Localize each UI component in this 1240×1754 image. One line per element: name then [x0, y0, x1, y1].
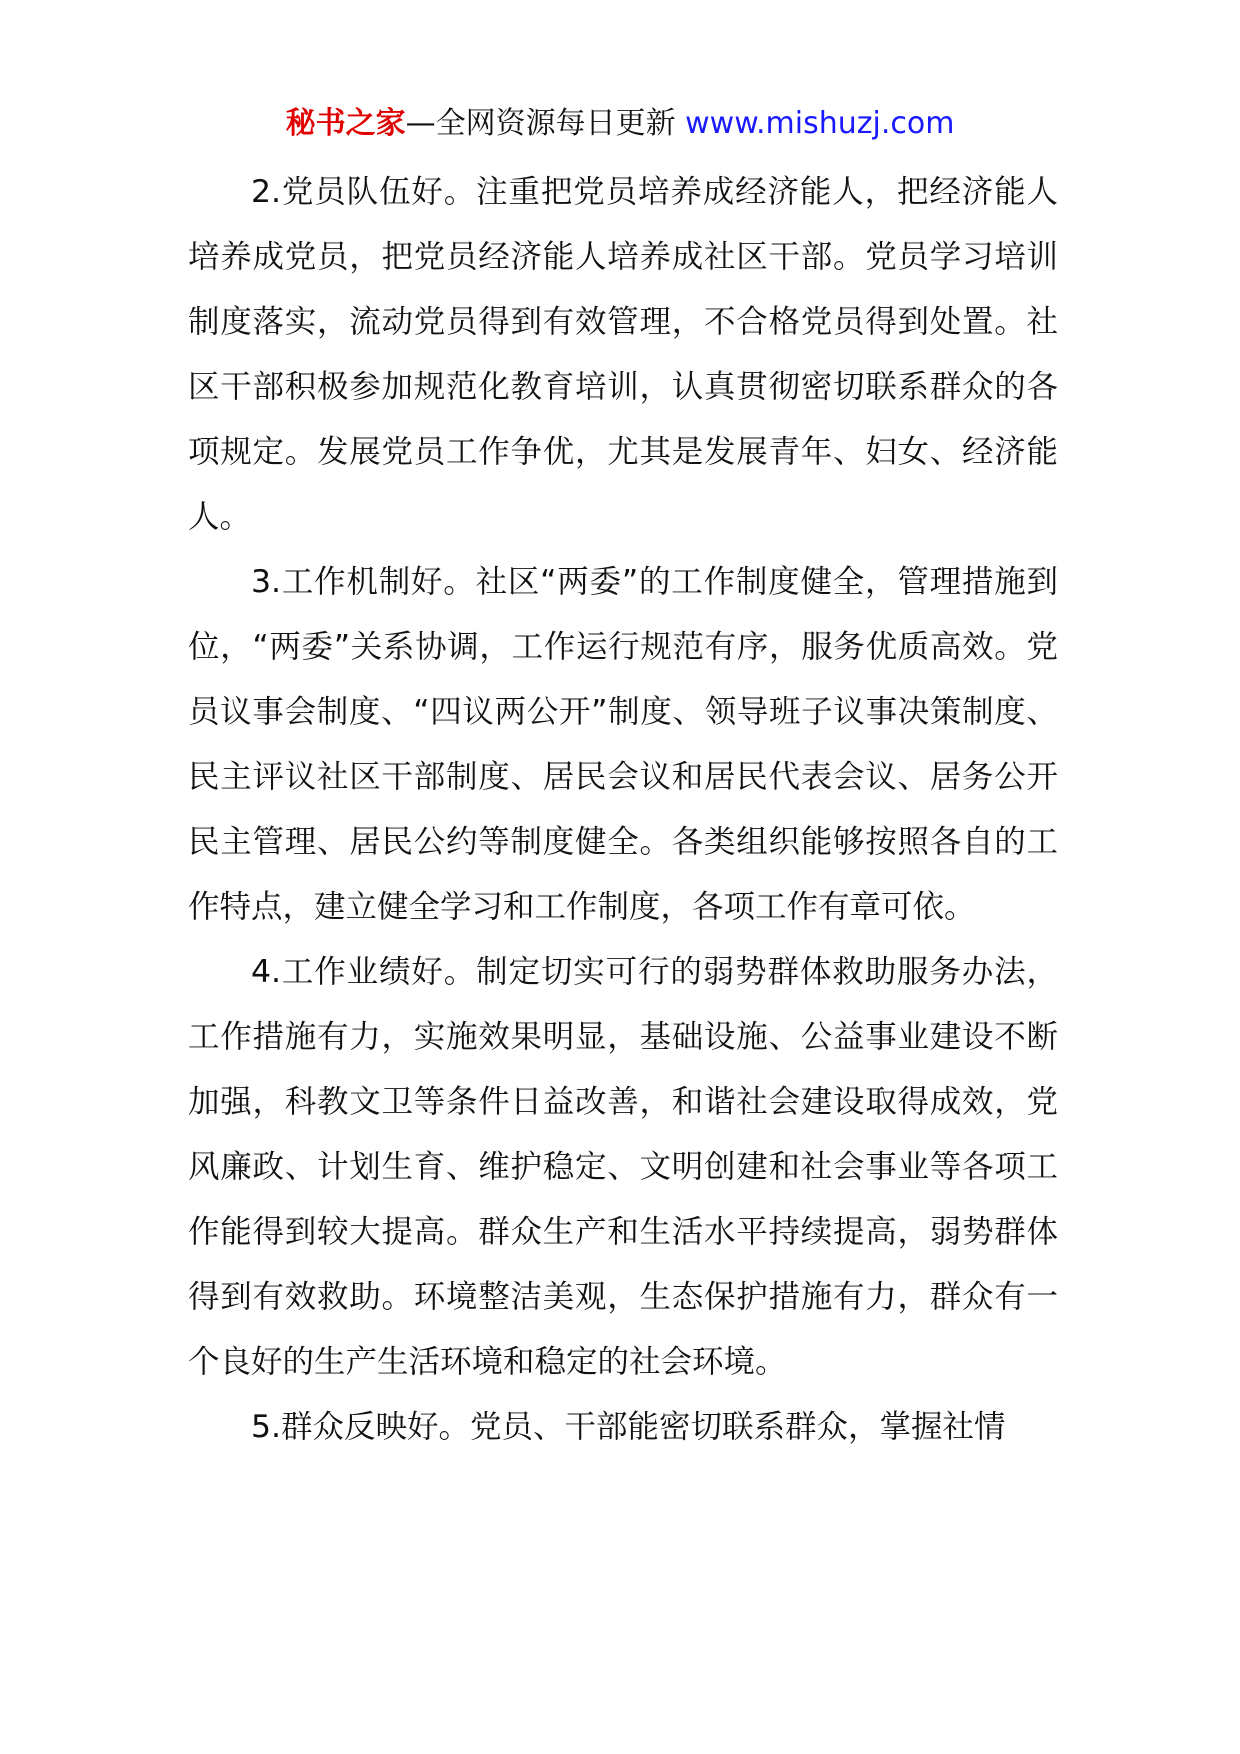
document-body: [188, 160, 1058, 1460]
header-url-link[interactable]: www.mishuzj.com: [685, 106, 955, 141]
paragraph-work-mechanism: 3.工作机制好。社区“两委”的工作制度健全，管理措施到位，“两委”关系协调，工作运行规范有序，服务优质高效。党员议事会制度、“四议两公开”制度、领导班子议事决策制度、民主评议社区干部制度、居民会议和居民代表会议、居务公开民主管理、居民公约等制度健全。各类组织能够按照各自的工作特点，建立健全学习和工作制度，各项工作有章可依。: [188, 564, 1058, 925]
header-brand: 秘书之家: [285, 106, 406, 141]
paragraph-work-performance: 4.工作业绩好。制定切实可行的弱势群体救助服务办法，工作措施有力，实施效果明显，基础设施、公益事业建设不断加强，科教文卫等条件日益改善，和谐社会建设取得成效，党风廉政、计划生育、维护稳定、文明创建和社会事业等各项工作能得到较大提高。群众生产和生活水平持续提高，弱势群体得到有效救助。环境整洁美观，生态保护措施有力，群众有一个良好的生产生活环境和稳定的社会环境。: [188, 954, 1058, 1380]
paragraph-public-feedback: 5.群众反映好。党员、干部能密切联系群众，掌握社情: [251, 1409, 1006, 1445]
page-header: [0, 104, 1240, 144]
paragraph-party-members: 2.党员队伍好。注重把党员培养成经济能人，把经济能人培养成党员，把党员经济能人培养成社区干部。党员学习培训制度落实，流动党员得到有效管理，不合格党员得到处置。社区干部积极参加规范化教育培训，认真贯彻密切联系群众的各项规定。发展党员工作争优，尤其是发展青年、妇女、经济能人。: [188, 174, 1058, 535]
header-tagline: —全网资源每日更新: [405, 106, 686, 141]
